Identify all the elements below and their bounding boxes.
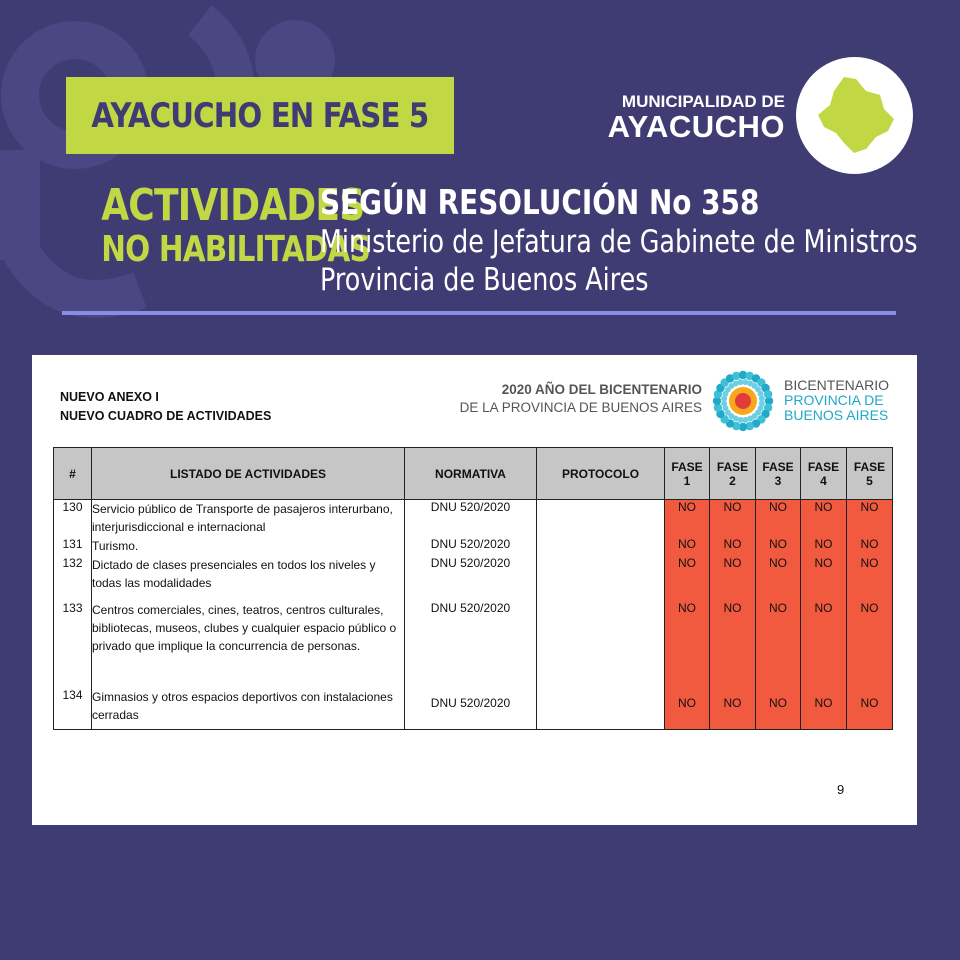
document-page xyxy=(32,355,917,825)
row-normativa: DNU 520/2020 xyxy=(405,601,537,688)
ayacucho-map-icon xyxy=(796,57,913,174)
header-fase-2: FASE 2 xyxy=(710,448,756,500)
activities-title xyxy=(58,180,370,270)
row-fase-1: NO xyxy=(665,556,710,601)
header-divider xyxy=(62,311,896,315)
row-fase-2: NO xyxy=(710,500,756,537)
row-fase-4: NO xyxy=(801,601,847,688)
phase-banner xyxy=(66,77,454,154)
resolution-title: SEGÚN RESOLUCIÓN No 358 xyxy=(320,183,760,223)
row-protocolo xyxy=(537,537,665,556)
row-fase-2: NO xyxy=(710,688,756,730)
header-fase-1: FASE 1 xyxy=(665,448,710,500)
row-protocolo xyxy=(537,500,665,537)
municipality-line2: AYACUCHO xyxy=(607,109,785,144)
row-activity: Centros comerciales, cines, teatros, centros culturales, bibliotecas, museos, clubes y cualquier espacio público o privado que implique la concurrencia de personas. xyxy=(92,601,405,688)
row-fase-1: NO xyxy=(665,537,710,556)
row-protocolo xyxy=(537,688,665,730)
row-fase-3: NO xyxy=(756,601,801,688)
table-row xyxy=(54,601,893,688)
row-fase-2: NO xyxy=(710,537,756,556)
header-protocolo: PROTOCOLO xyxy=(537,448,665,500)
row-fase-5: NO xyxy=(847,500,893,537)
row-activity: Gimnasios y otros espacios deportivos con instalaciones cerradas xyxy=(92,688,405,730)
row-fase-3: NO xyxy=(756,537,801,556)
row-normativa: DNU 520/2020 xyxy=(405,556,537,601)
row-num: 132 xyxy=(54,556,92,601)
rosette-icon xyxy=(709,367,777,435)
page-number: 9 xyxy=(837,782,845,797)
row-activity: Servicio público de Transporte de pasajeros interurbano, interjurisdiccional e internacional xyxy=(92,500,405,537)
municipality-logo xyxy=(796,57,913,174)
province-logo-line1: BICENTENARIO xyxy=(784,377,890,393)
row-normativa: DNU 520/2020 xyxy=(405,500,537,537)
annex-line1: NUEVO ANEXO I xyxy=(60,390,159,404)
header-num: # xyxy=(54,448,92,500)
row-fase-1: NO xyxy=(665,688,710,730)
bicentenario-line1: 2020 AÑO DEL BICENTENARIO xyxy=(501,382,702,397)
table-row xyxy=(54,688,893,730)
header-fase-4: FASE 4 xyxy=(801,448,847,500)
row-fase-1: NO xyxy=(665,601,710,688)
row-fase-5: NO xyxy=(847,688,893,730)
activities-title-line2: NO HABILITADAS xyxy=(101,229,370,270)
province-logo-line2: PROVINCIA DE xyxy=(784,392,884,408)
header-fase-5: FASE 5 xyxy=(847,448,893,500)
row-fase-5: NO xyxy=(847,537,893,556)
row-fase-4: NO xyxy=(801,537,847,556)
row-activity: Turismo. xyxy=(92,537,405,556)
phase-banner-text: AYACUCHO EN FASE 5 xyxy=(91,95,429,136)
row-normativa: DNU 520/2020 xyxy=(405,688,537,730)
row-num: 134 xyxy=(54,688,92,730)
province-logo-line3: BUENOS AIRES xyxy=(784,407,889,423)
row-fase-5: NO xyxy=(847,556,893,601)
header-fase-3: FASE 3 xyxy=(756,448,801,500)
row-fase-5: NO xyxy=(847,601,893,688)
row-fase-3: NO xyxy=(756,500,801,537)
row-num: 133 xyxy=(54,601,92,688)
row-num: 131 xyxy=(54,537,92,556)
row-num: 130 xyxy=(54,500,92,537)
table-row xyxy=(54,500,893,537)
bicentenario-line2: DE LA PROVINCIA DE BUENOS AIRES xyxy=(459,400,702,415)
row-fase-1: NO xyxy=(665,500,710,537)
row-fase-3: NO xyxy=(756,556,801,601)
bicentenario-text xyxy=(452,381,702,417)
municipality-name xyxy=(600,92,785,142)
row-fase-4: NO xyxy=(801,556,847,601)
row-protocolo xyxy=(537,556,665,601)
table-row xyxy=(54,537,893,556)
resolution-block xyxy=(320,183,920,299)
row-fase-2: NO xyxy=(710,601,756,688)
municipality-line1: MUNICIPALIDAD DE xyxy=(621,92,785,111)
row-fase-3: NO xyxy=(756,688,801,730)
row-activity: Dictado de clases presenciales en todos los niveles y todas las modalidades xyxy=(92,556,405,601)
resolution-ministry: Ministerio de Jefatura de Gabinete de Ministros xyxy=(320,224,918,260)
table-header-row xyxy=(54,448,893,500)
activities-table xyxy=(53,447,893,730)
row-protocolo xyxy=(537,601,665,688)
row-fase-4: NO xyxy=(801,500,847,537)
resolution-province: Provincia de Buenos Aires xyxy=(320,262,649,298)
activities-title-line1: ACTIVIDADES xyxy=(101,180,365,231)
province-logo-text xyxy=(784,378,889,423)
annex-heading xyxy=(60,388,271,426)
row-fase-4: NO xyxy=(801,688,847,730)
header-normativa: NORMATIVA xyxy=(405,448,537,500)
row-fase-2: NO xyxy=(710,556,756,601)
row-normativa: DNU 520/2020 xyxy=(405,537,537,556)
header-activities: LISTADO DE ACTIVIDADES xyxy=(92,448,405,500)
table-row xyxy=(54,556,893,601)
annex-line2: NUEVO CUADRO DE ACTIVIDADES xyxy=(60,409,272,423)
